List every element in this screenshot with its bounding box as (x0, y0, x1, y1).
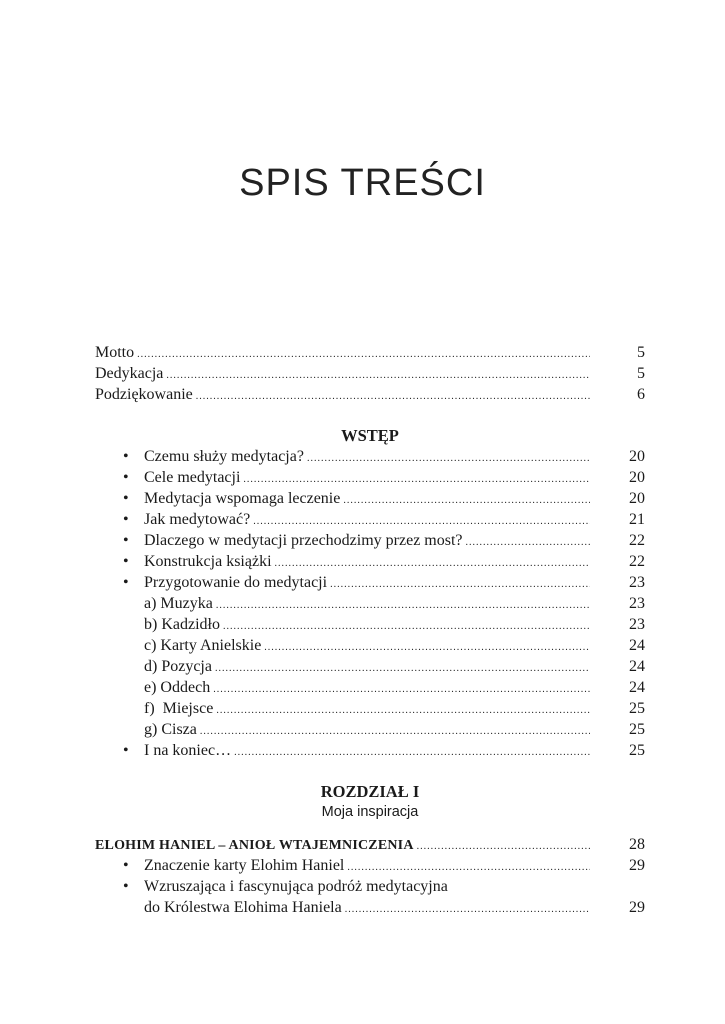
toc-subentry[interactable] (95, 635, 645, 656)
toc-entry-label: Przygotowanie do medytacji (144, 574, 328, 591)
bullet-icon: • (123, 448, 129, 465)
toc-page-number: 25 (629, 742, 645, 759)
table-of-contents (95, 342, 645, 918)
toc-entry-label: f) Miejsce (144, 700, 214, 717)
toc-page-number: 20 (629, 490, 645, 507)
toc-entry[interactable] (95, 446, 645, 467)
toc-entry-label: Podziękowanie (95, 386, 193, 403)
toc-page-number: 21 (629, 511, 645, 528)
toc-entry-label: b) Kadzidło (144, 616, 220, 633)
leader-dots (264, 637, 590, 658)
toc-subentry[interactable] (95, 698, 645, 719)
toc-page-number: 24 (629, 637, 645, 654)
toc-entry[interactable] (95, 572, 645, 593)
toc-entry-label: Znaczenie karty Elohim Haniel (144, 857, 345, 874)
leader-dots (216, 595, 590, 616)
leader-dots (345, 899, 590, 920)
bullet-icon: • (123, 878, 129, 895)
toc-entry-label: I na koniec… (144, 742, 232, 759)
toc-page-number: 28 (629, 836, 645, 853)
toc-page-number: 29 (629, 899, 645, 916)
leader-dots (253, 511, 590, 532)
leader-dots (213, 679, 590, 700)
toc-page-number: 24 (629, 658, 645, 675)
toc-entry-motto[interactable] (95, 342, 645, 363)
bullet-icon: • (123, 857, 129, 874)
toc-page-number: 25 (629, 700, 645, 717)
toc-page-number: 22 (629, 532, 645, 549)
toc-entry-label: ELOHIM HANIEL – ANIOŁ WTAJEMNICZENIA (95, 838, 414, 853)
toc-entry-label: Dedykacja (95, 365, 164, 382)
toc-entry-dedykacja[interactable] (95, 363, 645, 384)
bullet-icon: • (123, 553, 129, 570)
leader-dots (343, 490, 590, 511)
leader-dots (216, 700, 590, 721)
toc-entry-label: do Królestwa Elohima Haniela (144, 899, 342, 916)
toc-page-number: 23 (629, 595, 645, 612)
toc-entry[interactable] (95, 467, 645, 488)
toc-entry-label: Motto (95, 344, 135, 361)
toc-entry[interactable] (95, 530, 645, 551)
leader-dots (196, 386, 590, 407)
leader-dots (347, 857, 590, 878)
leader-dots (215, 658, 590, 679)
toc-entry-podziekowanie[interactable] (95, 384, 645, 405)
toc-entry[interactable] (95, 509, 645, 530)
leader-dots (234, 742, 590, 763)
leader-dots (223, 616, 590, 637)
toc-page-number: 20 (629, 448, 645, 465)
toc-entry-label: Jak medytować? (144, 511, 251, 528)
toc-subentry[interactable] (95, 719, 645, 740)
page-title: SPIS TREŚCI (239, 162, 486, 204)
toc-subentry[interactable] (95, 593, 645, 614)
toc-entry-label: Czemu służy medytacja? (144, 448, 304, 465)
toc-page-number: 6 (637, 386, 645, 403)
leader-dots (275, 553, 590, 574)
leader-dots (466, 532, 590, 553)
toc-page-number: 24 (629, 679, 645, 696)
leader-dots (330, 574, 590, 595)
toc-entry-label: Wzruszająca i fascynująca podróż medytacyjna (144, 878, 448, 895)
toc-entry-label: Cele medytacji (144, 469, 241, 486)
toc-entry-chapter-main[interactable] (95, 834, 645, 855)
bullet-icon: • (123, 742, 129, 759)
section-heading-wstep: WSTĘP (341, 426, 399, 445)
bullet-icon: • (123, 532, 129, 549)
toc-subentry[interactable] (95, 656, 645, 677)
toc-subentry[interactable] (95, 677, 645, 698)
toc-subentry[interactable] (95, 614, 645, 635)
toc-entry-label: Medytacja wspomaga leczenie (144, 490, 341, 507)
bullet-icon: • (123, 490, 129, 507)
leader-dots (307, 448, 590, 469)
section-subtitle: Moja inspiracja (321, 804, 419, 820)
toc-entry-label: Konstrukcja książki (144, 553, 272, 570)
toc-entry[interactable] (95, 855, 645, 876)
toc-entry-continuation[interactable] (95, 897, 645, 918)
toc-page-number: 22 (629, 553, 645, 570)
toc-entry[interactable] (95, 488, 645, 509)
toc-entry-label: e) Oddech (144, 679, 211, 696)
leader-dots (200, 721, 590, 742)
toc-page-number: 23 (629, 574, 645, 591)
toc-entry[interactable] (95, 551, 645, 572)
toc-entry-label: Dlaczego w medytacji przechodzimy przez most? (144, 532, 463, 549)
bullet-icon: • (123, 469, 129, 486)
section-heading-chapter-1: ROZDZIAŁ I (320, 782, 420, 801)
toc-entry[interactable] (95, 740, 645, 761)
leader-dots (243, 469, 590, 490)
toc-entry-label: g) Cisza (144, 721, 197, 738)
toc-page-number: 20 (629, 469, 645, 486)
toc-entry-label: c) Karty Anielskie (144, 637, 262, 654)
toc-page-number: 5 (637, 344, 645, 361)
leader-dots (417, 836, 590, 857)
leader-dots (137, 344, 590, 365)
bullet-icon: • (123, 574, 129, 591)
leader-dots (166, 365, 590, 386)
bullet-icon: • (123, 511, 129, 528)
toc-entry[interactable] (95, 876, 645, 897)
toc-page-number: 23 (629, 616, 645, 633)
toc-page-number: 5 (637, 365, 645, 382)
toc-entry-label: d) Pozycja (144, 658, 212, 675)
toc-page-number: 29 (629, 857, 645, 874)
toc-page-number: 25 (629, 721, 645, 738)
toc-entry-label: a) Muzyka (144, 595, 213, 612)
